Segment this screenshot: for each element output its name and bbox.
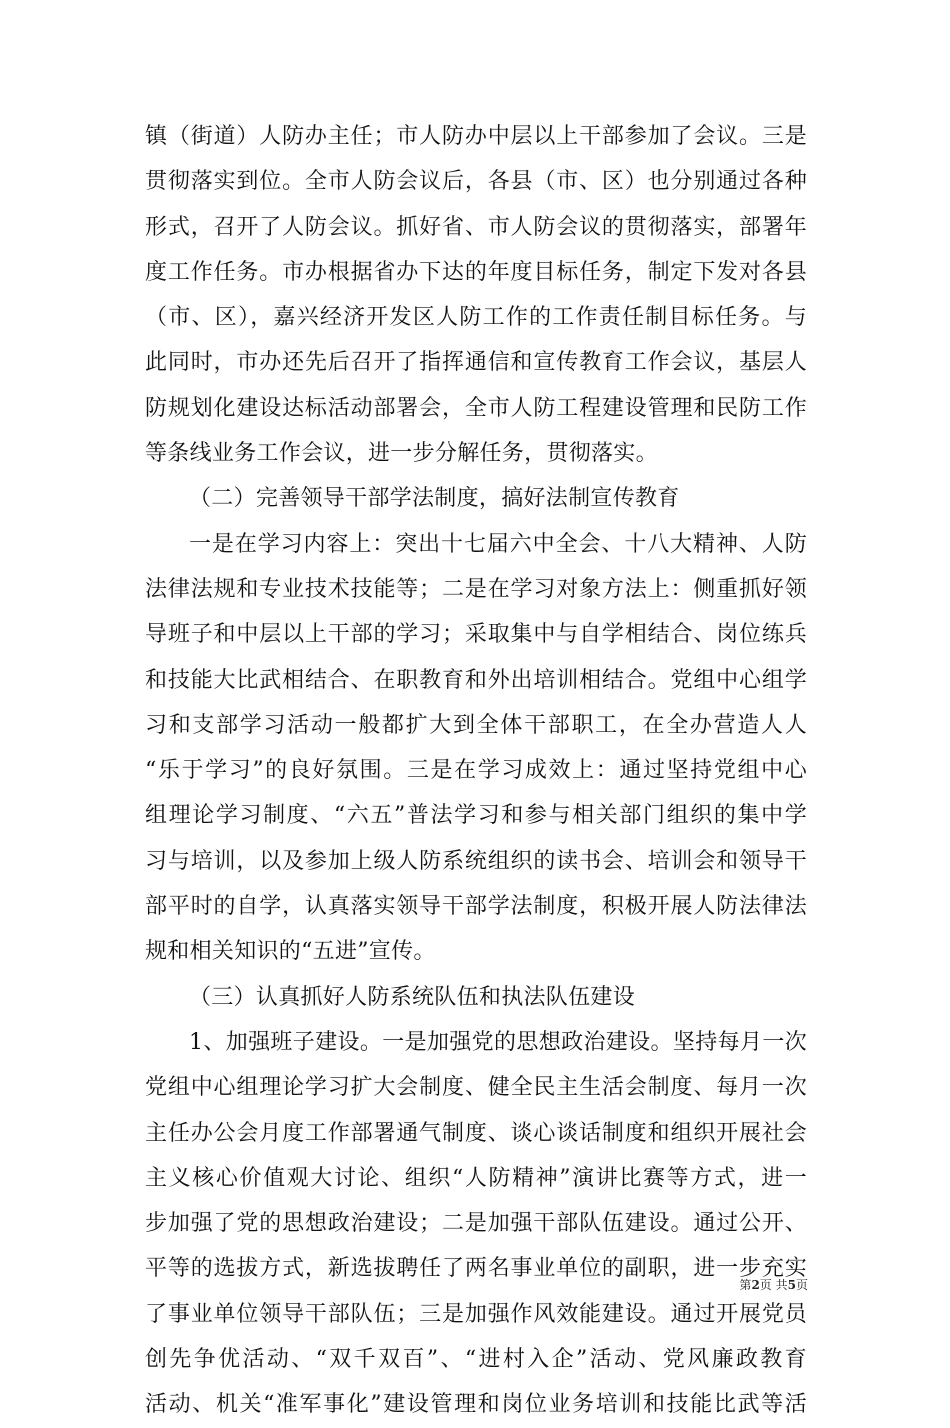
text-line: 防规划化建设达标活动部署会，全市人防工程建设管理和民防工作 (145, 395, 807, 421)
text-line: 习与培训，以及参加上级人防系统组织的读书会、培训会和领导干 (145, 848, 807, 874)
text-line: “乐于学习”的良好氛围。三是在学习成效上：通过坚持党组中心 (145, 758, 807, 784)
section-heading: （三）认真抓好人防系统队伍和执法队伍建设 (189, 984, 636, 1010)
text-line: 了事业单位领导干部队伍；三是加强作风效能建设。通过开展党员 (145, 1301, 807, 1327)
text-line: 一是在学习内容上：突出十七届六中全会、十八大精神、人防 (189, 531, 807, 557)
section-heading: （二）完善领导干部学法制度，搞好法制宣传教育 (189, 486, 680, 512)
text-line: 创先争优活动、“双千双百”、“进村入企”活动、党风廉政教育 (145, 1347, 807, 1373)
text-line: 步加强了党的思想政治建设；二是加强干部队伍建设。通过公开、 (145, 1211, 807, 1237)
text-line: 法律法规和专业技术技能等；二是在学习对象方法上：侧重抓好领 (145, 576, 807, 602)
text-line: 等条线业务工作会议，进一步分解任务，贯彻落实。 (145, 441, 658, 467)
text-line: 活动、机关“准军事化”建设管理和岗位业务培训和技能比武等活 (145, 1392, 807, 1418)
text-line: 1、加强班子建设。一是加强党的思想政治建设。坚持每月一次 (189, 1029, 807, 1055)
text-line: 组理论学习制度、“六五”普法学习和参与相关部门组织的集中学 (145, 803, 807, 829)
footer-total-pages: 5 (787, 1278, 796, 1292)
text-line: 此同时，市办还先后召开了指挥通信和宣传教育工作会议，基层人 (145, 350, 807, 376)
text-line: 和技能大比武相结合、在职教育和外出培训相结合。党组中心组学 (145, 667, 807, 693)
text-line: 规和相关知识的“五进”宣传。 (145, 939, 436, 965)
footer-suffix: 页 (795, 1278, 808, 1292)
text-line: （市、区），嘉兴经济开发区人防工作的工作责任制目标任务。与 (145, 305, 807, 331)
text-line: 镇（街道）人防办主任；市人防办中层以上干部参加了会议。三是 (145, 124, 807, 149)
text-line: 习和支部学习活动一般都扩大到全体干部职工，在全办营造人人 (145, 712, 807, 738)
text-line: 主任办公会月度工作部署通气制度、谈心谈话制度和组织开展社会 (145, 1120, 807, 1146)
text-line: 平等的选拔方式，新选拔聘任了两名事业单位的副职，进一步充实 (145, 1256, 807, 1282)
footer-middle: 页 共 (759, 1278, 788, 1292)
text-line: 主义核心价值观大讨论、组织“人防精神”演讲比赛等方式，进一 (145, 1165, 807, 1191)
text-line: 部平时的自学，认真落实领导干部学法制度，积极开展人防法律法 (145, 894, 807, 920)
text-line: 度工作任务。市办根据省办下达的年度目标任务，制定下发对各县 (145, 259, 807, 285)
page-footer (700, 1276, 808, 1293)
text-line: 贯彻落实到位。全市人防会议后，各县（市、区）也分别通过各种 (145, 169, 807, 195)
document-body (145, 114, 807, 1428)
footer-prefix: 第 (739, 1278, 752, 1292)
footer-page-number: 2 (751, 1278, 760, 1292)
text-line: 导班子和中层以上干部的学习；采取集中与自学相结合、岗位练兵 (145, 622, 807, 648)
text-line: 形式，召开了人防会议。抓好省、市人防会议的贯彻落实，部署年 (145, 214, 807, 240)
text-line: 党组中心组理论学习扩大会制度、健全民主生活会制度、每月一次 (145, 1075, 807, 1101)
